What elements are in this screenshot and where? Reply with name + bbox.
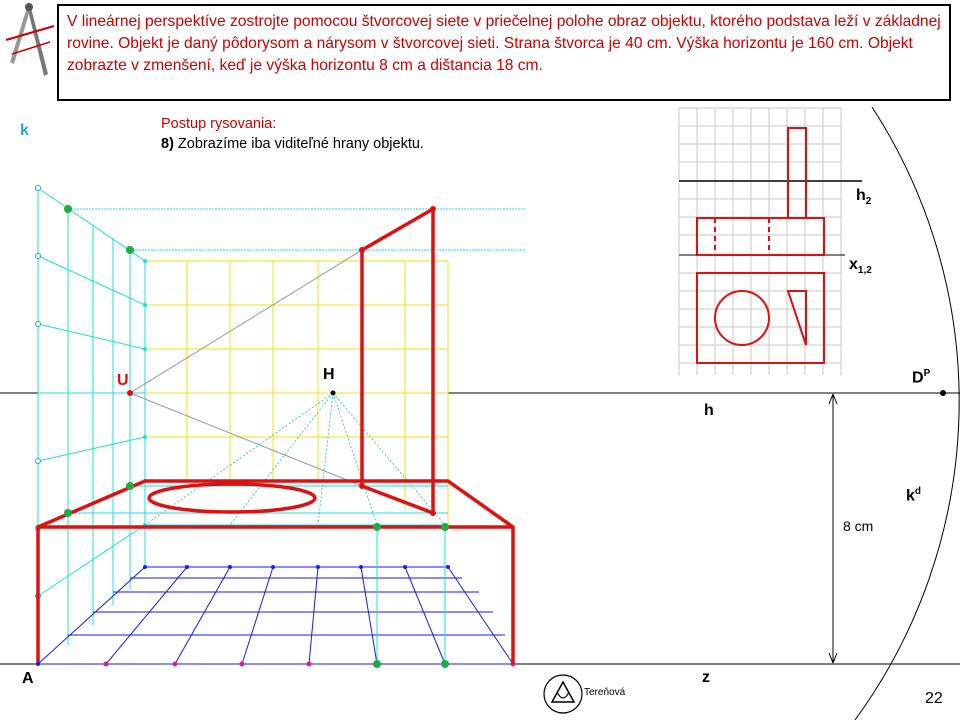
step-instruction [161,136,424,152]
distance-point [940,390,946,396]
label-x12: $x_{1,2}$ [849,256,872,277]
label-h2: $h_2$ [856,187,872,208]
label-A: A [22,670,34,687]
triangle-knot-icon [544,675,582,713]
base-box-front [38,527,513,664]
task-description-box [57,4,951,101]
vertical-slab [362,209,433,513]
compass-icon [6,3,54,76]
cyan-grid [38,188,525,664]
object-points [127,206,436,516]
step-number: 8) [161,136,174,152]
base-box-top [38,481,513,527]
dimension-label: 8 cm [843,518,874,534]
label-h: h [704,402,714,419]
label-DP: $D^P$ [912,368,931,387]
step-title: Postup rysovania: [161,116,277,132]
label-H: H [323,366,335,383]
blue-ground-grid [38,567,513,664]
main-point-H [331,391,336,396]
blue-left-dots [36,662,40,666]
author-name: Tereňová [584,687,626,698]
cyan-verticals [377,527,445,664]
top-ellipse [149,484,315,512]
task-text: V lineárnej perspektíve zostrojte pomocou štvorcovej siete v priečelnej polohe obraz objektu, ktorého podstava leží v základnej rovine. Objekt je daný pôdorysom a nárysom v štvorcovej sieti. Strana štvorca je 40 cm. Výška horizontu je 160 cm. Objekt zobrazte v zmenšení, keď je výška horizontu 8 cm a dištancia 18 cm. [67,13,941,75]
label-kd: $k^d$ [906,486,922,505]
label-z: z [702,669,710,686]
label-k: k [20,122,29,139]
page-number: 22 [925,690,943,707]
label-U: U [117,372,129,389]
step-text: Zobrazíme iba viditeľné hrany objektu. [173,136,424,152]
sketch-grid [679,108,841,375]
